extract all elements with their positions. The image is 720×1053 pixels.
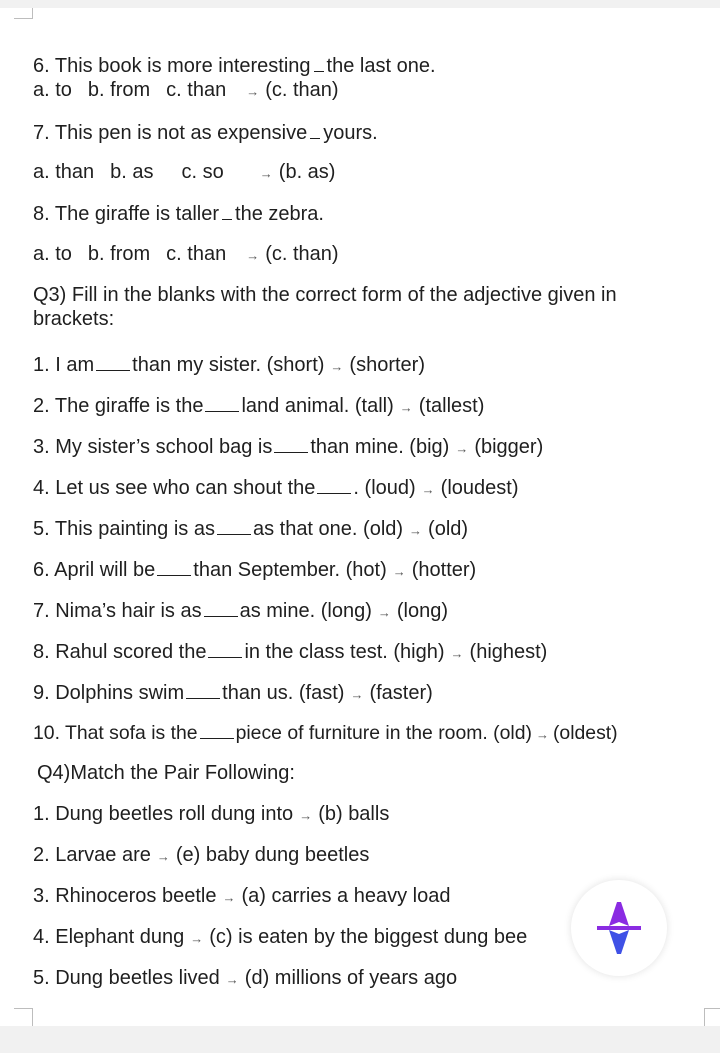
blank xyxy=(157,557,191,576)
q4-pair: 2. Larvae are → (e) baby dung beetles xyxy=(33,844,370,866)
answer: (oldest) xyxy=(552,722,618,744)
blank xyxy=(186,680,220,699)
blank xyxy=(204,598,238,617)
q2-question-6: 6. This book is more interesting the last one. xyxy=(33,55,436,77)
arrow-icon: → xyxy=(222,890,236,905)
q4-pair: 4. Elephant dung → (c) is eaten by the biggest dung bee xyxy=(33,926,528,948)
arrow-icon: → xyxy=(535,727,549,742)
arrow-icon: → xyxy=(246,84,260,99)
q4-pair: 1. Dung beetles roll dung into → (b) balls xyxy=(33,803,390,825)
blank xyxy=(96,352,130,371)
answer: (loudest) xyxy=(440,477,519,499)
blank xyxy=(314,53,324,72)
blank xyxy=(208,639,242,658)
answer: (tallest) xyxy=(418,395,485,417)
q2-options-8: a. to b. from c. than → (c. than) xyxy=(33,243,339,265)
arrow-icon: → xyxy=(299,808,313,823)
q3-item: 4. Let us see who can shout the . (loud) → (loudest) xyxy=(33,477,519,499)
arrow-icon: → xyxy=(330,359,344,374)
arrow-icon: → xyxy=(259,166,273,181)
sparkle-logo-icon xyxy=(595,900,643,956)
answer: (old) xyxy=(428,518,469,540)
blank xyxy=(222,201,232,220)
page-corner-mark xyxy=(14,1008,33,1027)
answer: (bigger) xyxy=(474,436,544,458)
answer: (shorter) xyxy=(349,354,425,376)
q4-pair: 5. Dung beetles lived → (d) millions of years ago xyxy=(33,967,458,989)
q3-item: 2. The giraffe is the land animal. (tall) → (tallest) xyxy=(33,395,485,417)
q4-pair: 3. Rhinoceros beetle → (a) carries a heavy load xyxy=(33,885,451,907)
blank xyxy=(200,720,234,739)
answer: (long) xyxy=(396,600,448,622)
q2-options-7: a. than b. as c. so → (b. as) xyxy=(33,161,336,183)
q2-question-8: 8. The giraffe is taller the zebra. xyxy=(33,203,324,225)
page-corner-mark xyxy=(704,1008,720,1027)
arrow-icon: → xyxy=(246,248,260,263)
q3-heading: Q3) Fill in the blanks with the correct form of the adjective given in brackets: xyxy=(33,284,617,330)
arrow-icon: → xyxy=(399,400,413,415)
arrow-icon: → xyxy=(450,646,464,661)
arrow-icon: → xyxy=(225,972,239,987)
q3-item: 3. My sister’s school bag is than mine. (big) → (bigger) xyxy=(33,436,544,458)
viewer-background xyxy=(0,1026,720,1053)
page-corner-mark xyxy=(14,8,33,19)
q3-item: 8. Rahul scored the in the class test. (high) → (highest) xyxy=(33,641,548,663)
blank xyxy=(205,393,239,412)
q2-question-7: 7. This pen is not as expensive yours. xyxy=(33,122,378,144)
q3-item: 7. Nima’s hair is as as mine. (long) → (long) xyxy=(33,600,448,622)
blank xyxy=(310,120,320,139)
arrow-icon: → xyxy=(392,564,406,579)
app-logo-button[interactable] xyxy=(571,880,667,976)
q3-item: 1. I am than my sister. (short) → (shorter) xyxy=(33,354,425,376)
arrow-icon: → xyxy=(421,482,435,497)
answer: (c. than) xyxy=(265,79,339,101)
q3-item: 6. April will be than September. (hot) → (hotter) xyxy=(33,559,477,581)
answer: (hotter) xyxy=(411,559,477,581)
q3-item: 10. That sofa is the piece of furniture in the room. (old) → (oldest) xyxy=(33,722,618,744)
answer: (highest) xyxy=(469,641,548,663)
answer: (b. as) xyxy=(278,161,336,183)
answer: (faster) xyxy=(369,682,433,704)
arrow-icon: → xyxy=(156,849,170,864)
arrow-icon: → xyxy=(350,687,364,702)
arrow-icon: → xyxy=(455,441,469,456)
q4-heading: Q4)Match the Pair Following: xyxy=(37,762,295,784)
arrow-icon: → xyxy=(409,523,423,538)
blank xyxy=(217,516,251,535)
blank xyxy=(317,475,351,494)
q2-options-6: a. to b. from c. than → (c. than) xyxy=(33,79,339,101)
q3-item: 5. This painting is as as that one. (old) → (old) xyxy=(33,518,469,540)
blank xyxy=(274,434,308,453)
answer: (c. than) xyxy=(265,243,339,265)
arrow-icon: → xyxy=(377,605,391,620)
arrow-icon: → xyxy=(190,931,204,946)
document-page xyxy=(0,8,720,1026)
q3-item: 9. Dolphins swim than us. (fast) → (faster) xyxy=(33,682,433,704)
